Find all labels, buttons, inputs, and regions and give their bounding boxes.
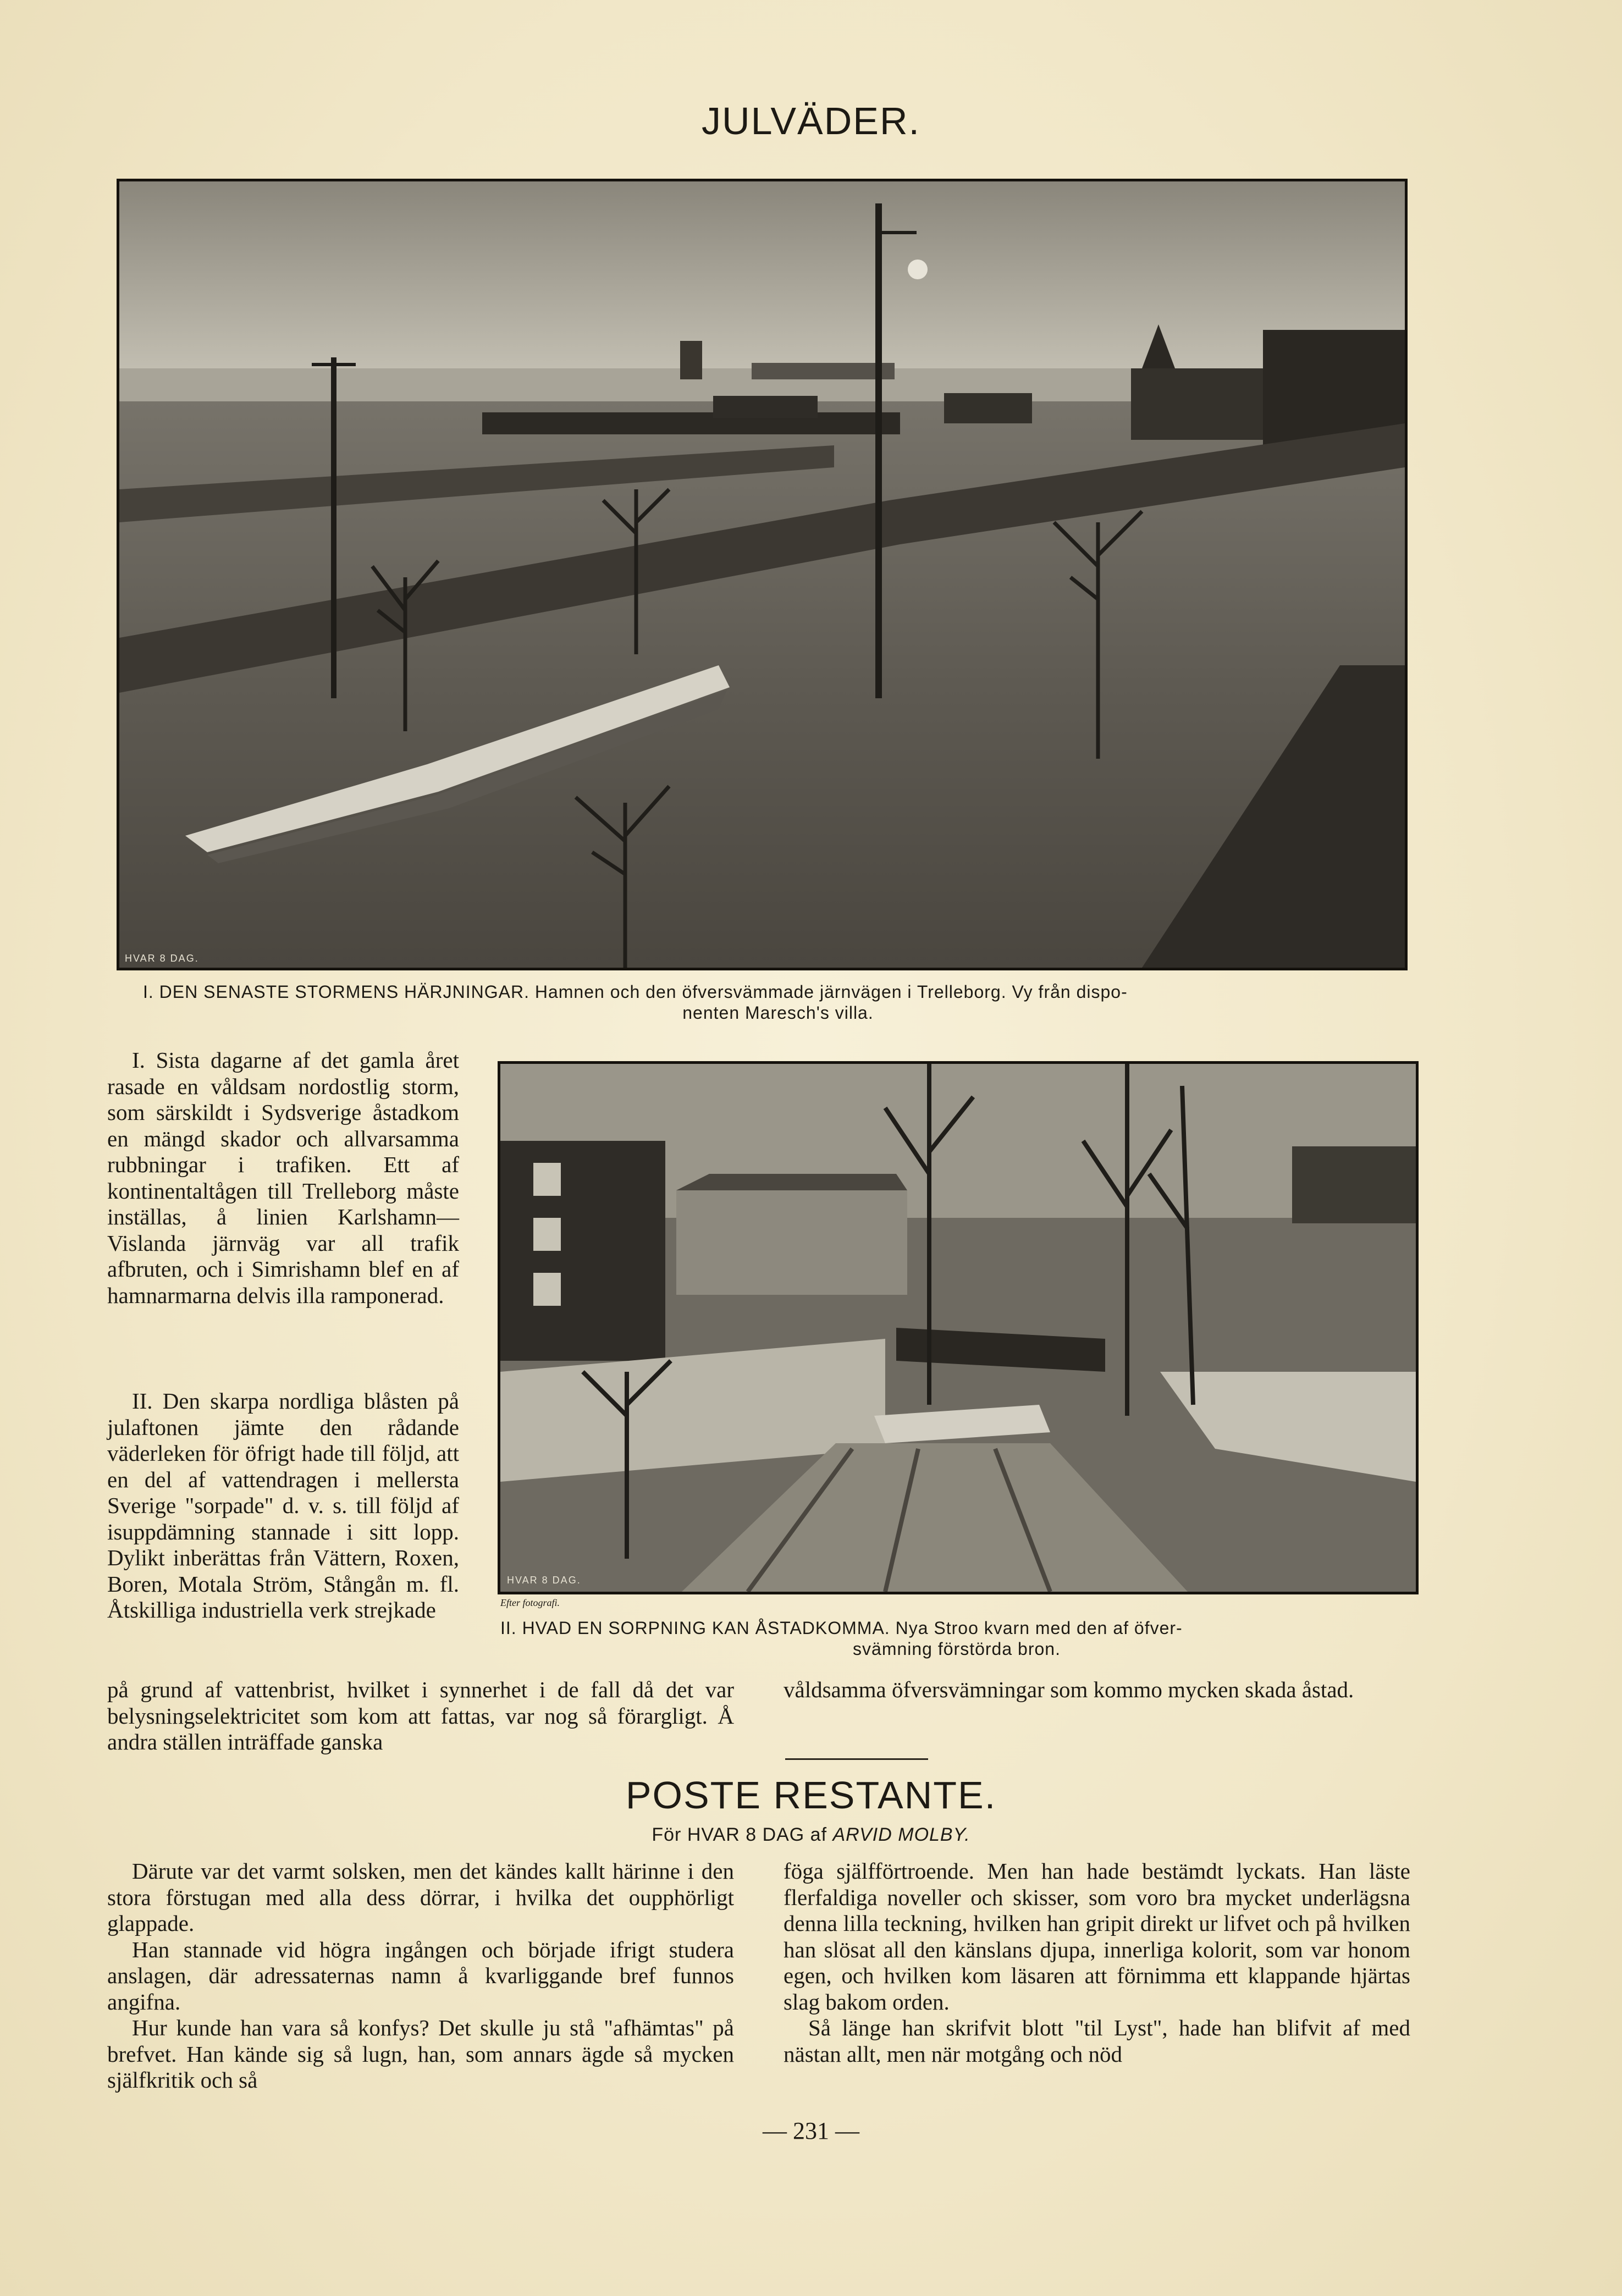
story-paragraph: Så länge han skrifvit blott "til Lyst", hade han blifvit af med nästan allt, men när motgång och nöd <box>784 2015 1410 2067</box>
photo-2-caption <box>500 1618 1413 1659</box>
article-paragraph: på grund af vattenbrist, hvilket i synnerhet i de fall då det var belysningselektricitet som kom att fattas, var nog så förargligt. Å andra ställen inträffade ganska <box>107 1677 734 1754</box>
article-bottom-right <box>784 1677 1410 1703</box>
photo-credit: HVAR 8 DAG. <box>507 1575 581 1586</box>
story-paragraph: Därute var det varmt solsken, men det kändes kallt härinne i den stora förstugan med alla dess dörrar, i hvilka det oupphörligt glappade. <box>107 1858 734 1936</box>
photo-source-note: Efter fotografi. <box>500 1597 560 1608</box>
byline-prefix: För HVAR 8 DAG af <box>652 1824 827 1845</box>
story-title: POSTE RESTANTE. <box>625 1774 997 1817</box>
story-paragraph: Hur kunde han vara så konfys? Det skulle ju stå "afhämtas" på brefvet. Han kände sig så lugn, han, som annars ägde så mycken själfkritik och så <box>107 2015 734 2093</box>
photo-1-caption <box>143 981 1413 1023</box>
photo-stroo-mill <box>498 1061 1419 1594</box>
flood-harbour-illustration <box>119 181 1405 968</box>
article-bottom-left <box>107 1677 734 1756</box>
article-paragraph: II. Den skarpa nordliga blåsten på julaftonen jämte den rådande väderleken för öfrigt hade till följd, att en del af vattendragen i mellersta Sverige "sorpade" d. v. s. till följd af isuppdämning stannade i sitt lopp. Dylikt inberättas från Vättern, Roxen, Boren, Motala Ström, Stångån m. fl. Åtskilliga industriella verk strejkade <box>107 1388 459 1622</box>
story-paragraph: Han stannade vid högra ingången och började ifrigt studera anslagen, där adressaternas namn å kvarliggande bref funnos angifna. <box>107 1936 734 2014</box>
article-left-column <box>107 1047 459 1309</box>
story-left-column <box>107 1858 734 2094</box>
caption-line: II. HVAD EN SORPNING KAN ÅSTADKOMMA. Nya Stroo kvarn med den af öfver- <box>500 1618 1183 1638</box>
story-right-column <box>784 1858 1410 2067</box>
section-divider <box>785 1758 928 1760</box>
article-left-column-2 <box>107 1388 459 1624</box>
photo-credit: HVAR 8 DAG. <box>125 953 199 964</box>
mill-illustration <box>500 1064 1416 1592</box>
story-paragraph: föga själfförtroende. Men han hade bestämdt lyckats. Han läste flerfaldiga noveller och skisser, som voro bra mycket underlägsna denna lilla teckning, hvilken han gripit direkt ur lifvet och på hvilken han slösat all den känslans djupa, innerliga kolorit, som var honom egen, och hvilken kom läsaren att förnimma ett klappande hjärtas slag bakom orden. <box>784 1858 1410 2014</box>
article-paragraph: I. Sista dagarne af det gamla året rasade en våldsam nordostlig storm, som särskildt i Sydsverige åstadkom en mängd skador och allvarsamma rubbningar i trafiken. Ett af kontinentaltågen till Trelleborg måste inställas, å linien Karlshamn—Vislanda järnväg var all trafik afbruten, och i Simrishamn blef en af hamnarmarna delvis illa ramponerad. <box>107 1047 459 1308</box>
author-name: ARVID MOLBY. <box>832 1824 970 1845</box>
caption-line: I. DEN SENASTE STORMENS HÄRJNINGAR. Hamnen och den öfversvämmade järnvägen i Trelleborg. Vy från dispo- <box>143 982 1128 1002</box>
photo-trelleborg-flood <box>117 179 1408 970</box>
page-title: JULVÄDER. <box>702 100 920 142</box>
caption-line: nenten Maresch's villa. <box>682 1003 874 1023</box>
story-byline <box>0 1824 1622 1846</box>
article-paragraph: våldsamma öfversvämningar som kommo mycken skada åstad. <box>784 1677 1354 1702</box>
caption-line: svämning förstörda bron. <box>853 1639 1061 1659</box>
page-number: — 231 — <box>763 2117 859 2144</box>
